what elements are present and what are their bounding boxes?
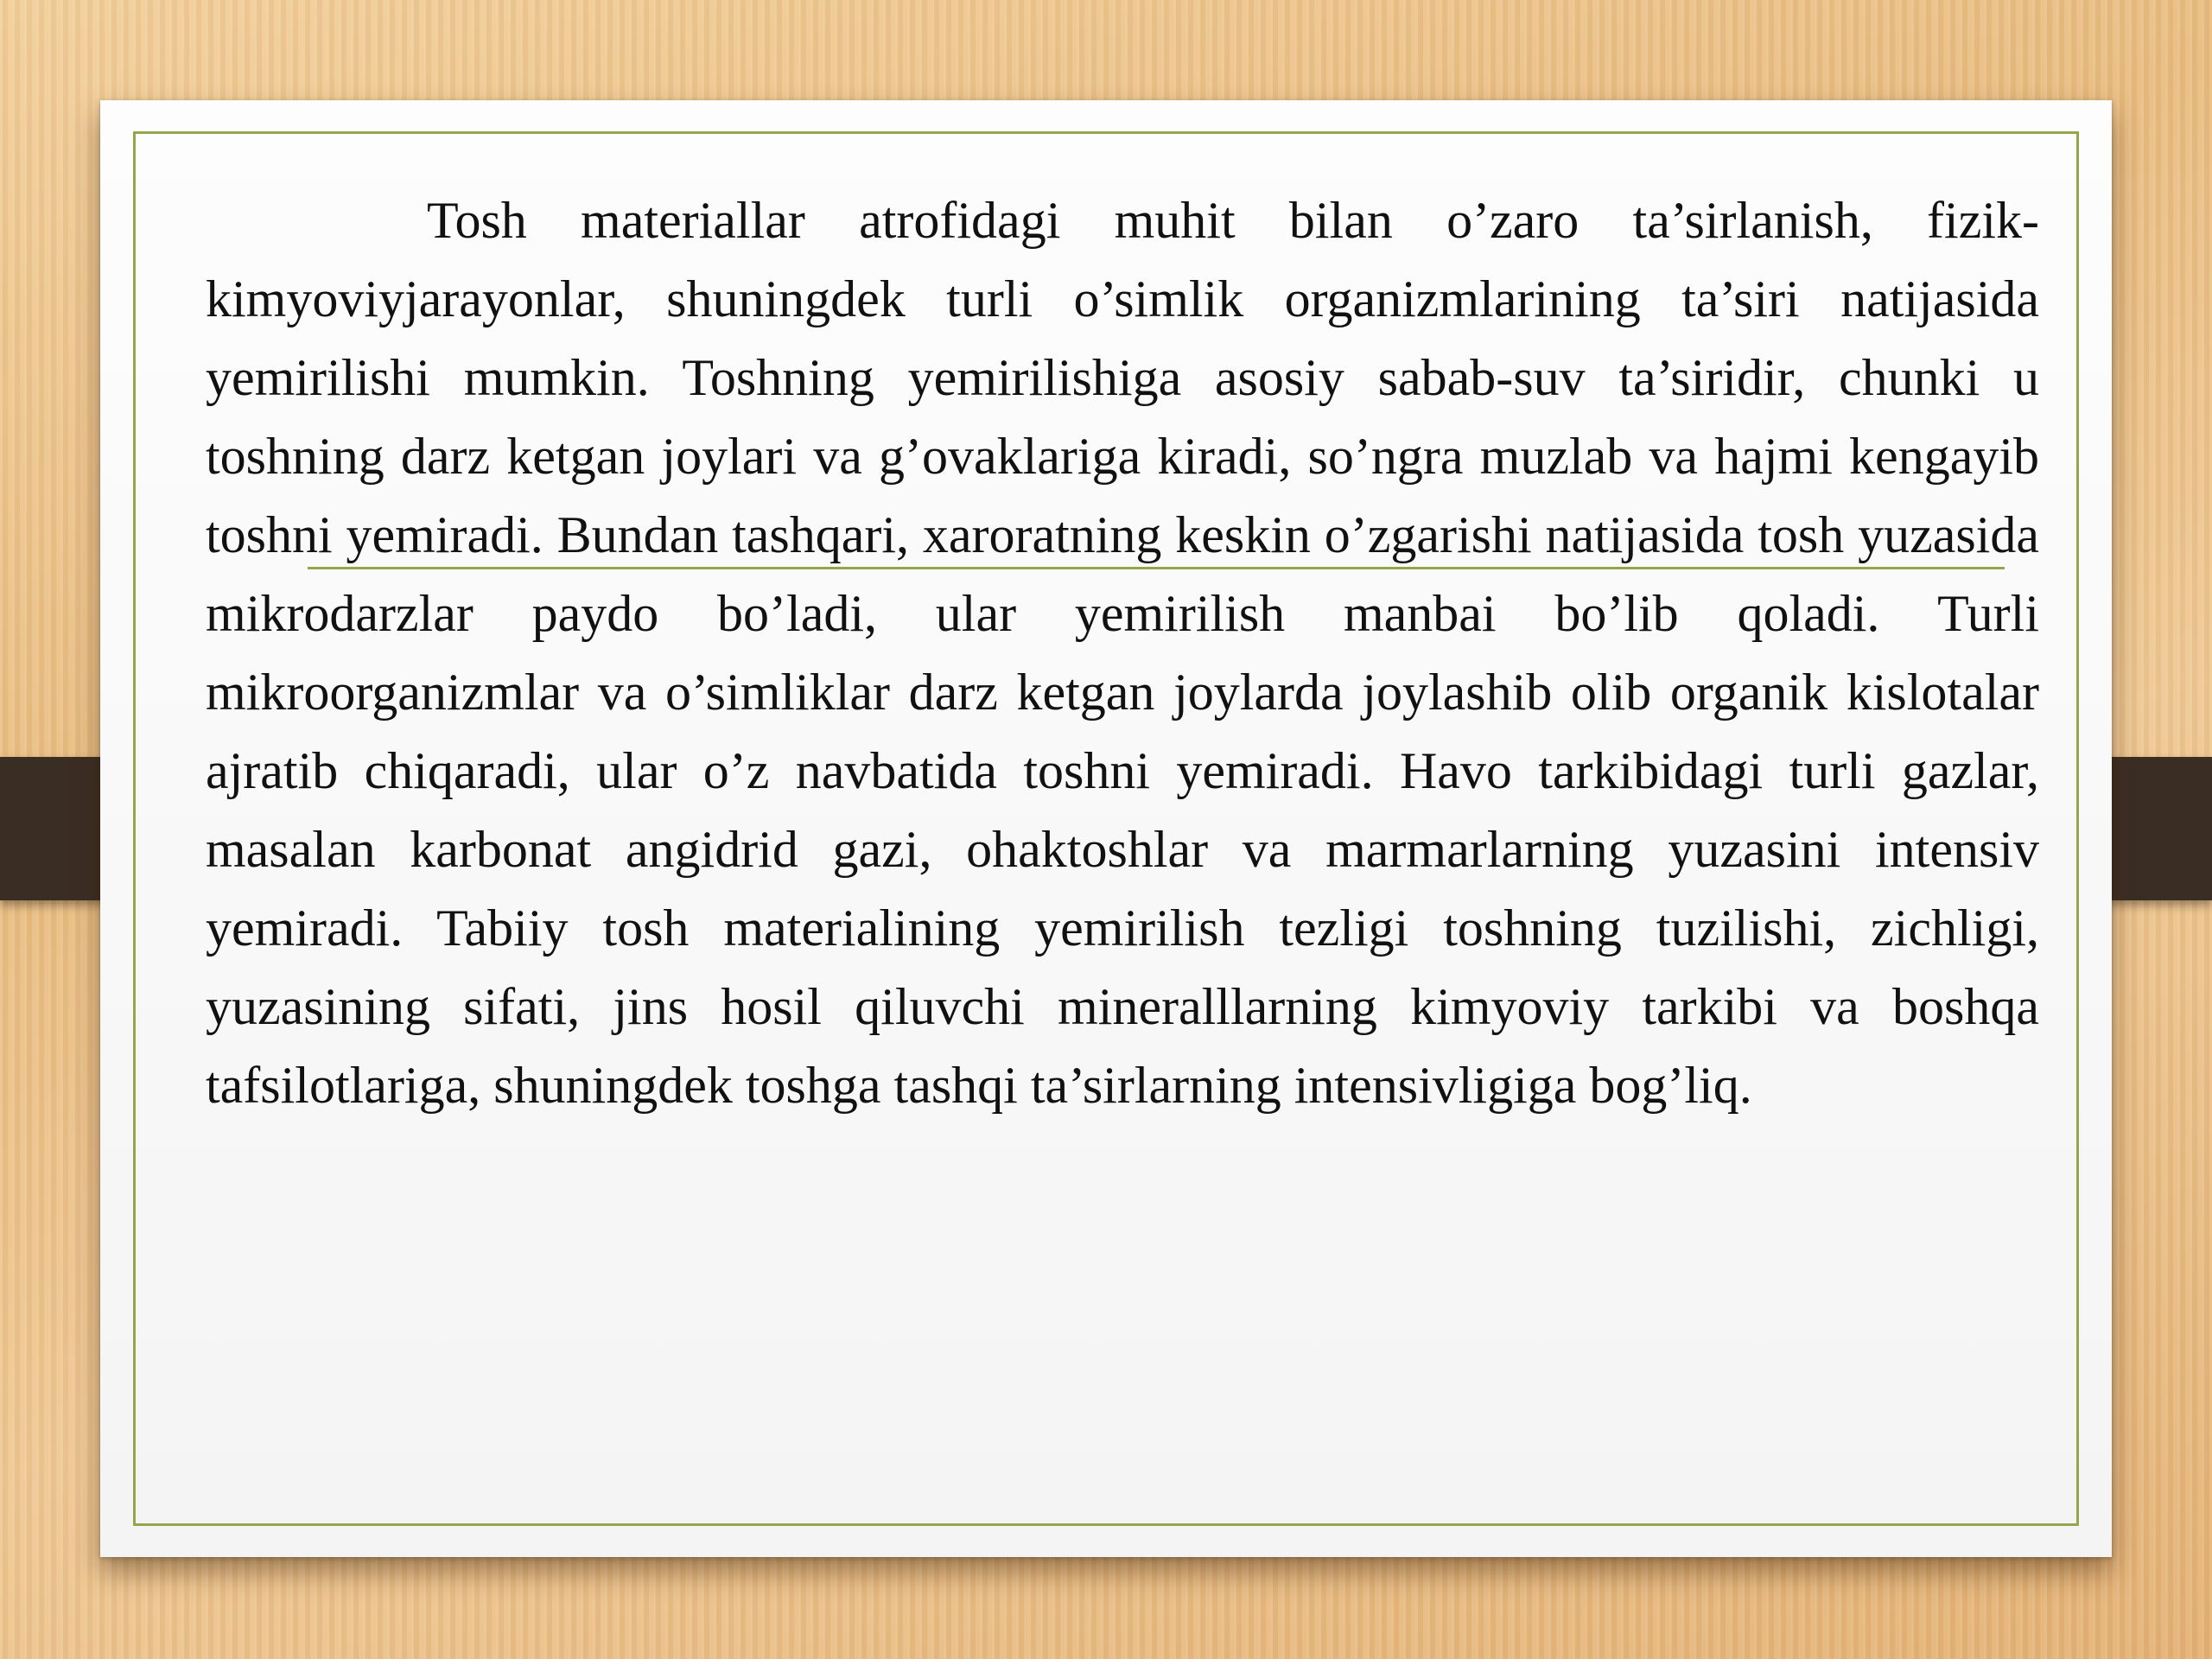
slide-card — [100, 100, 2112, 1557]
slide-body-text: Tosh materiallar atrofidagi muhit bilan o’zaro ta’sirlanish, fizik-kimyoviyjarayonlar, shuningdek turli o’simlik organizmlarining ta’siri natijasida yemirilishi mumkin. Toshning yemirilishiga asosiy sabab-suv ta’siridir, chunki u toshning darz ketgan joylari va g’ovaklariga kiradi, so’ngra muzlab va hajmi kengayib toshni yemiradi. Bundan tashqari, xaroratning keskin o’zgarishi natijasida tosh yuzasida mikrodarzlar paydo bo’ladi, ular yemirilish manbai bo’lib qoladi. Turli mikroorganizmlar va o’simliklar darz ketgan joylarda joylashib olib organik kislotalar ajratib chiqaradi, ular o’z navbatida toshni yemiradi. Havo tarkibidagi turli gazlar, masalan karbonat angidrid gazi, ohaktoshlar va marmarlarning yuzasini intensiv yemiradi. Tabiiy tosh materialining yemirilish tezligi toshning tuzilishi, zichligi, yuzasining sifati, jins hosil qiluvchi mineralllarning kimyoviy tarkibi va boshqa tafsilotlariga, shuningdek toshga tashqi ta’sirlarning intensivligiga bog’liq. — [206, 192, 2039, 1114]
